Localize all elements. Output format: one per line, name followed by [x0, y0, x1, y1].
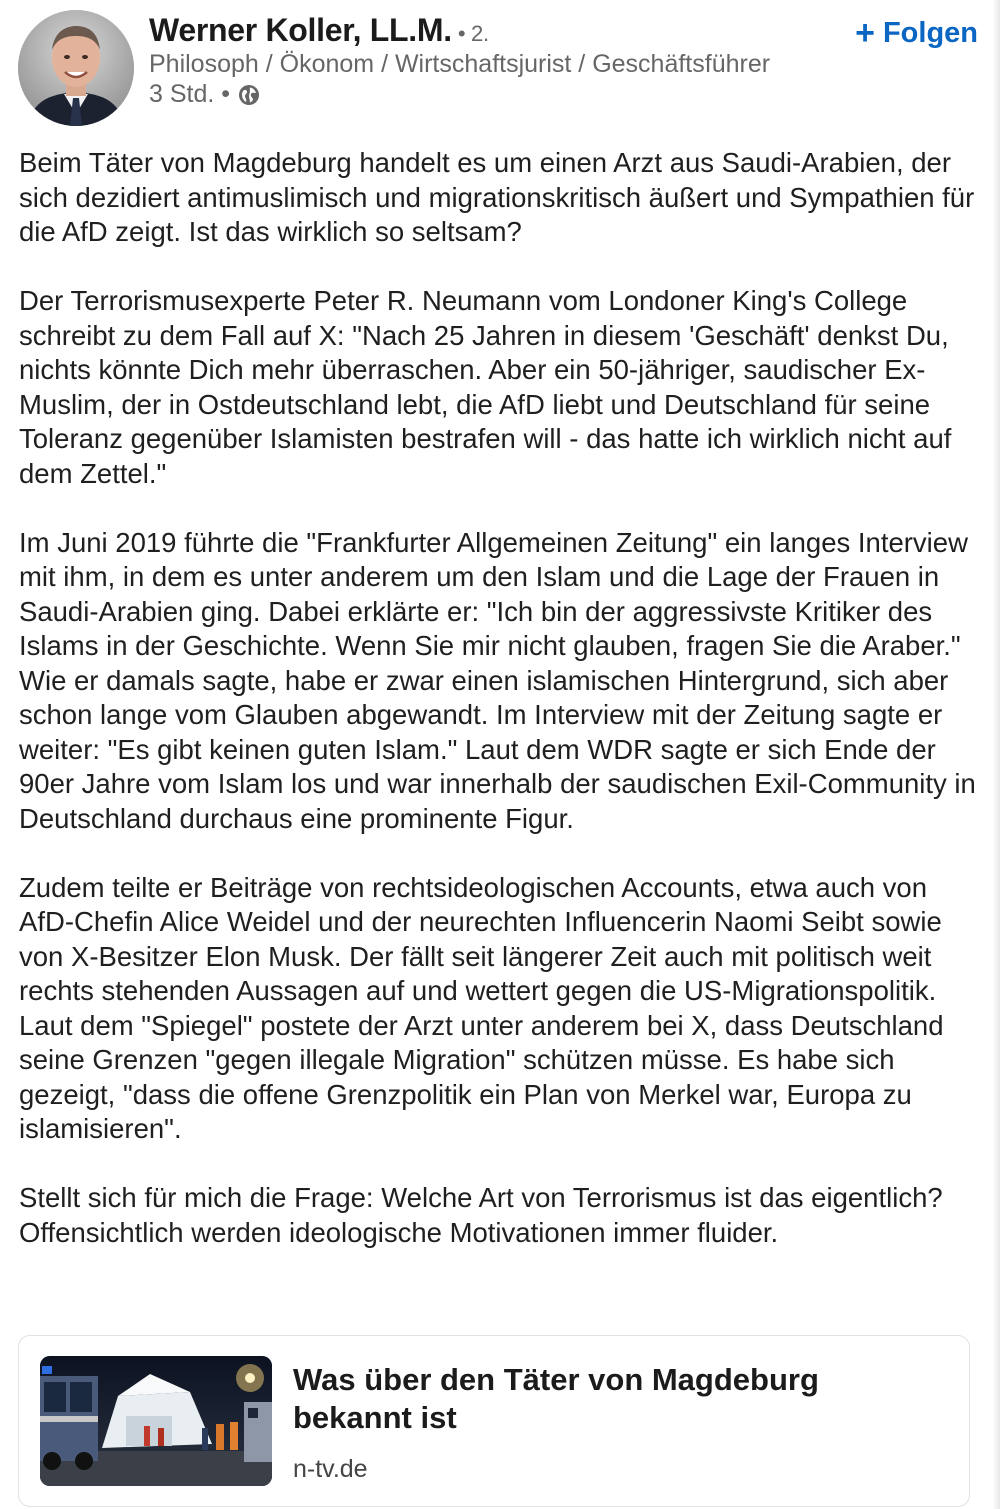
- connection-degree: • 2.: [457, 21, 489, 46]
- post-paragraph: Stellt sich für mich die Frage: Welche Art von Terrorismus ist das eigentlich? Offensichtlich werden ideologische Motivationen immer fluider.: [19, 1182, 943, 1248]
- scrollbar-edge: [992, 0, 1000, 1509]
- follow-button[interactable]: [855, 16, 978, 50]
- post-paragraph: Zudem teilte er Beiträge von rechtsideologischen Accounts, etwa auch von AfD-Chefin Alice Weidel und der neurechten Influencerin Naomi Seibt sowie von X-Besitzer Elon Musk. Der fällt seit längerer Zeit auch mit politisch weit rechts stehenden Aussagen auf und wettert gegen die US-Migrationspolitik. Laut dem "Spiegel" postete der Arzt unter anderem bei X, dass Deutschland seine Grenzen "gegen illegale Migration" schützen müsse. Es habe sich gezeigt, "dass die offene Grenzpolitik ein Plan von Merkel war, Europa zu islamisieren".: [19, 871, 944, 1144]
- article-thumbnail[interactable]: [40, 1356, 272, 1486]
- post-meta: [149, 80, 260, 109]
- article-domain: n-tv.de: [293, 1455, 368, 1483]
- post-header: [18, 10, 978, 130]
- follow-button-label: Folgen: [882, 16, 978, 49]
- author-avatar[interactable]: [18, 10, 134, 126]
- post-time: 3 Std. •: [149, 80, 231, 108]
- author-headline: Philosoph / Ökonom / Wirtschaftsjurist / Geschäftsführer: [149, 50, 771, 78]
- post-text: [19, 146, 979, 1285]
- plus-icon: +: [855, 14, 875, 52]
- article-link-card[interactable]: [18, 1335, 970, 1507]
- post-paragraph: Der Terrorismusexperte Peter R. Neumann vom Londoner King's College schreibt zu dem Fall auf X: "Nach 25 Jahren in diesem 'Geschäft' denkst Du, nichts könnte Dich mehr überraschen. Aber ein 50-jähriger, saudischer Ex-Muslim, der in Ostdeutschland lebt, die AfD liebt und Deutschland für seine Toleranz gegenüber Islamisten bestrafen will - das hatte ich wirklich nicht auf dem Zettel.": [19, 285, 952, 489]
- globe-icon: [238, 84, 260, 106]
- post-paragraph: Im Juni 2019 führte die "Frankfurter Allgemeinen Zeitung" ein langes Interview mit ihm, in dem es unter anderem um den Islam und die Lage der Frauen in Saudi-Arabien ging. Dabei erklärte er: "Ich bin der aggressivste Kritiker des Islams in der Geschichte. Wenn Sie mir nicht glauben, fragen Sie die Araber." Wie er damals sagte, habe er zwar einen islamischen Hintergrund, sich aber schon lange vom Glauben abgewandt. Im Interview mit der Zeitung sagte er weiter: "Es gibt keinen guten Islam." Laut dem WDR sagte er sich Ende der 90er Jahre vom Islam los und war innerhalb der saudischen Exil-Community in Deutschland durchaus eine prominente Figur.: [19, 526, 976, 834]
- author-name[interactable]: Werner Koller, LL.M. • 2.: [149, 12, 489, 48]
- article-title[interactable]: Was über den Täter von Magdeburg bekannt ist: [293, 1362, 819, 1435]
- post-paragraph: Beim Täter von Magdeburg handelt es um einen Arzt aus Saudi-Arabien, der sich dezidiert antimuslimisch und migrationskritisch äußert und Sympathien für die AfD zeigt. Ist das wirklich so seltsam?: [19, 147, 975, 247]
